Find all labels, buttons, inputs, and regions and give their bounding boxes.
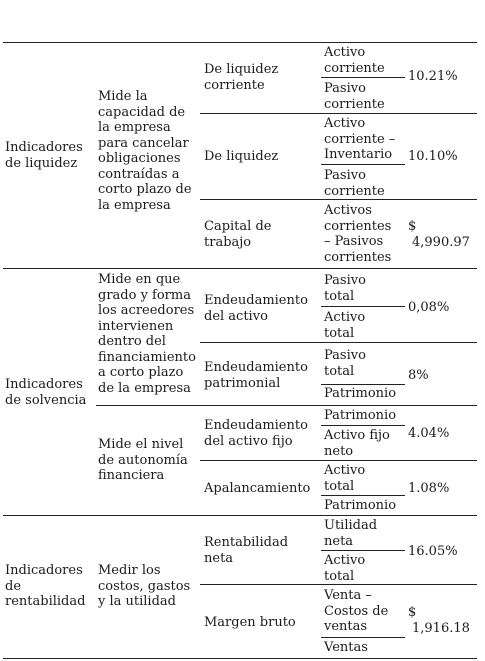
formula-numerator: Activo corriente [324, 45, 385, 76]
indicator-name: De liquidez [204, 149, 279, 164]
formula-denominator: Activo fijo neto [324, 428, 390, 459]
fraction-line [321, 637, 405, 638]
subgroup-divider [96, 405, 477, 406]
table-bottom-rule [3, 658, 477, 659]
formula-denominator: Ventas [324, 640, 368, 655]
formula-denominator: Activo total [324, 310, 366, 341]
fraction-line [321, 495, 405, 496]
indicator-name: Capital de trabajo [204, 219, 272, 250]
indicator-name: De liquidez corriente [204, 62, 279, 93]
indicator-value: 16.05% [408, 544, 458, 559]
formula-numerator: Activo total [324, 463, 366, 494]
formula-numerator: Venta – Costos de ventas [324, 588, 389, 634]
indicator-value: $ 1,916.18 [408, 605, 470, 636]
indicator-value: 4.04% [408, 426, 450, 441]
group-description: Mide el nivel de autonomía financiera [98, 437, 188, 483]
indicator-name: Endeudamiento patrimonial [204, 360, 308, 391]
indicator-value: 10.21% [408, 69, 458, 84]
formula-text: Activos corrientes – Pasivos corrientes [324, 203, 392, 265]
formula-denominator: Pasivo corriente [324, 81, 385, 112]
formula-numerator: Pasivo total [324, 348, 366, 379]
fraction-line [321, 384, 405, 385]
fraction-line [321, 550, 405, 551]
indicator-value: 10.10% [408, 149, 458, 164]
group-description: Mide en que grado y forma los acreedores intervienen dentro del financiamiento a corto plazo de la empresa [98, 272, 196, 396]
indicator-name: Margen bruto [204, 615, 296, 630]
fraction-line [321, 164, 405, 165]
indicator-value: 1.08% [408, 481, 450, 496]
group-divider [3, 268, 477, 269]
indicator-name: Endeudamiento del activo fijo [204, 418, 308, 449]
fraction-line [321, 425, 405, 426]
group-name: Indicadores de rentabilidad [5, 563, 86, 609]
indicator-name: Apalancamiento [204, 481, 311, 496]
group-name: Indicadores de liquidez [5, 140, 83, 171]
indicator-name: Endeudamiento del activo [204, 293, 308, 324]
row-divider [200, 199, 477, 200]
group-description: Medir los costos, gastos y la utilidad [98, 563, 191, 609]
row-divider [200, 460, 477, 461]
indicator-value: $ 4,990.97 [408, 219, 470, 250]
formula-numerator: Activo corriente – Inventario [324, 116, 396, 162]
group-description: Mide la capacidad de la empresa para cancelar obligaciones contraídas a corto plazo de la empresa [98, 89, 192, 213]
indicator-value: 0,08% [408, 300, 450, 315]
formula-denominator: Patrimonio [324, 498, 397, 513]
indicator-name: Rentabilidad neta [204, 535, 289, 566]
table-top-rule [3, 42, 477, 43]
row-divider [200, 342, 477, 343]
group-name: Indicadores de solvencia [5, 377, 87, 408]
formula-numerator: Utilidad neta [324, 518, 378, 549]
formula-denominator: Pasivo corriente [324, 168, 385, 199]
row-divider [200, 113, 477, 114]
formula-numerator: Pasivo total [324, 273, 366, 304]
fraction-line [321, 77, 405, 78]
formula-numerator: Patrimonio [324, 408, 397, 423]
fraction-line [321, 306, 405, 307]
formula-denominator: Activo total [324, 553, 366, 584]
row-divider [200, 584, 477, 585]
indicator-value: 8% [408, 368, 429, 383]
formula-denominator: Patrimonio [324, 386, 397, 401]
group-divider [3, 515, 477, 516]
